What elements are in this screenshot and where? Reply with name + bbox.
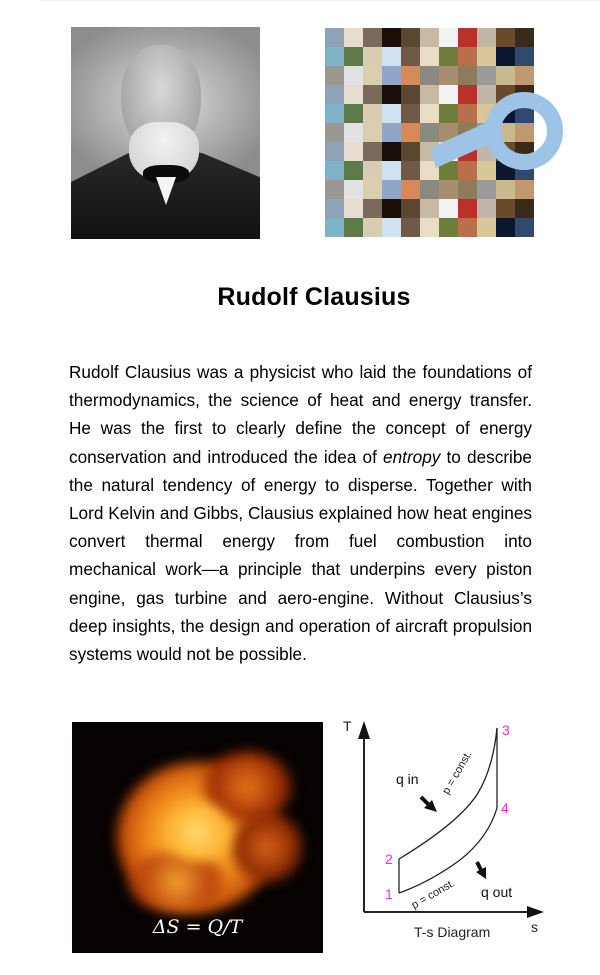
mosaic-tile [325, 199, 344, 218]
point-2-label: 2 [385, 851, 393, 867]
point-1-label: 1 [385, 886, 393, 902]
mosaic-tile [401, 218, 420, 237]
mosaic-tile [401, 47, 420, 66]
mosaic-tile [325, 180, 344, 199]
mosaic-tile [439, 47, 458, 66]
mosaic-tile [439, 161, 458, 180]
mosaic-tile [477, 218, 496, 237]
mosaic-tile [458, 47, 477, 66]
point-3-label: 3 [502, 722, 510, 738]
mosaic-tile [344, 123, 363, 142]
heat-in-label: q in [396, 771, 419, 787]
mosaic-tile [458, 161, 477, 180]
mosaic-tile [496, 123, 515, 142]
mosaic-tile [382, 104, 401, 123]
mosaic-tile [344, 28, 363, 47]
mosaic-tile [458, 104, 477, 123]
lower-isobar-label: p = const. [409, 877, 458, 912]
mosaic-tile [458, 199, 477, 218]
mosaic-tile [382, 28, 401, 47]
s-axis-label: s [531, 919, 538, 935]
mosaic-tile [420, 218, 439, 237]
heat-out-label: q out [481, 884, 513, 900]
mosaic-tile [515, 180, 534, 199]
image-mosaic [325, 28, 534, 237]
mosaic-tile [344, 66, 363, 85]
mosaic-tile [439, 104, 458, 123]
mosaic-tile [439, 123, 458, 142]
mosaic-tile [496, 180, 515, 199]
mosaic-tile [420, 161, 439, 180]
mosaic-tile [477, 161, 496, 180]
mosaic-tile [401, 123, 420, 142]
mosaic-tile [420, 123, 439, 142]
ts-diagram [335, 712, 565, 962]
mosaic-tile [325, 161, 344, 180]
mosaic-tile [363, 66, 382, 85]
mosaic-tile [515, 85, 534, 104]
mosaic-tile [344, 85, 363, 104]
mosaic-tile [344, 180, 363, 199]
fire-entropy-image [72, 722, 323, 953]
mosaic-tile [420, 85, 439, 104]
t-axis-label: T [343, 718, 352, 734]
mosaic-tile [325, 66, 344, 85]
mosaic-tile [477, 28, 496, 47]
mosaic-tile [439, 218, 458, 237]
mosaic-tile [363, 104, 382, 123]
mosaic-tile [363, 47, 382, 66]
mosaic-tile [420, 199, 439, 218]
mosaic-tile [477, 66, 496, 85]
heat-in-arrow-icon [421, 797, 437, 812]
flame-wisp-bottom [127, 852, 227, 912]
mosaic-tile [363, 218, 382, 237]
mosaic-tile [496, 47, 515, 66]
mosaic-tile [458, 180, 477, 199]
mosaic-tile [363, 85, 382, 104]
biography-paragraph [69, 358, 532, 668]
mosaic-tile [382, 47, 401, 66]
mosaic-tile [458, 142, 477, 161]
mosaic-tile [325, 142, 344, 161]
mosaic-tile [458, 218, 477, 237]
entropy-emphasis: entropy [383, 446, 441, 467]
mosaic-tile [515, 142, 534, 161]
mosaic-tile [325, 85, 344, 104]
mosaic-tile [344, 104, 363, 123]
mosaic-tile [382, 161, 401, 180]
flame-highlight [162, 802, 232, 862]
mosaic-tile [477, 123, 496, 142]
mosaic-tile [420, 66, 439, 85]
mosaic-tile [401, 66, 420, 85]
mosaic-tile [344, 142, 363, 161]
page-title: Rudolf Clausius [217, 283, 411, 311]
mosaic-tile [515, 123, 534, 142]
mosaic-tile [401, 180, 420, 199]
mosaic-tile [420, 28, 439, 47]
mosaic-tile [420, 142, 439, 161]
mosaic-tile [382, 199, 401, 218]
mosaic-tile [515, 218, 534, 237]
mosaic-tile [382, 218, 401, 237]
mosaic-tile [515, 104, 534, 123]
mosaic-tile [382, 85, 401, 104]
mosaic-tile [401, 161, 420, 180]
mosaic-tile [363, 161, 382, 180]
mosaic-tile [401, 142, 420, 161]
mosaic-tile [439, 199, 458, 218]
mosaic-tile [363, 123, 382, 142]
point-4-label: 4 [501, 800, 509, 816]
flame-wisp-right [232, 812, 302, 882]
mosaic-tile [382, 66, 401, 85]
mosaic-tile [515, 28, 534, 47]
mosaic-tile [439, 180, 458, 199]
mosaic-tile [325, 47, 344, 66]
mosaic-tile [477, 199, 496, 218]
mosaic-tile [515, 199, 534, 218]
mosaic-tile [420, 47, 439, 66]
mosaic-tile [439, 85, 458, 104]
mosaic-tile [401, 85, 420, 104]
mosaic-tile [515, 161, 534, 180]
mosaic-tile [325, 218, 344, 237]
mosaic-tile [515, 66, 534, 85]
mosaic-tile [325, 104, 344, 123]
mosaic-tile [496, 199, 515, 218]
mosaic-tile [496, 85, 515, 104]
paragraph-text-2: to describe the natural tendency of energy to disperse. Together with Lord Kelvin and Gibbs, Clausius explained how heat engines convert thermal energy from fuel combustion into mechanical work—a principle that underpins every piston engine, gas turbine and aero-engine. Without Clausius’s deep insights, the design and operation of aircraft propulsion systems would not be possible. [69, 446, 532, 665]
mosaic-tile [477, 142, 496, 161]
mosaic-tile [363, 28, 382, 47]
mosaic-tile [477, 104, 496, 123]
paragraph-text-1: Rudolf Clausius was a physicist who laid the foundations of thermodynamics, the science of heat and energy transfer. He was the first to clearly define the concept of energy conservation and introduced the idea of [69, 362, 532, 467]
t-axis-arrow-icon [358, 721, 370, 739]
mosaic-tile [382, 123, 401, 142]
mosaic-tile [496, 161, 515, 180]
mosaic-tile [477, 85, 496, 104]
mosaic-tile [401, 104, 420, 123]
mosaic-tile [458, 85, 477, 104]
mosaic-tile [382, 180, 401, 199]
mosaic-tile [496, 66, 515, 85]
mosaic-tile [458, 28, 477, 47]
mosaic-tile [401, 28, 420, 47]
mosaic-tile [420, 180, 439, 199]
mosaic-tile [496, 142, 515, 161]
diagram-caption: T-s Diagram [414, 924, 491, 940]
mosaic-tile [458, 66, 477, 85]
mosaic-tile [344, 161, 363, 180]
mosaic-tile [477, 180, 496, 199]
mosaic-tile [363, 142, 382, 161]
mosaic-tile [515, 47, 534, 66]
mosaic-tile [382, 142, 401, 161]
mosaic-tile [458, 123, 477, 142]
mosaic-tile [420, 104, 439, 123]
mosaic-tile [325, 123, 344, 142]
mosaic-tile [325, 28, 344, 47]
mosaic-tile [439, 142, 458, 161]
mosaic-tile [496, 104, 515, 123]
mosaic-tile [477, 47, 496, 66]
top-border [40, 0, 600, 1]
mosaic-tile [344, 218, 363, 237]
upper-isobar-label: p = const. [440, 748, 475, 797]
mosaic-tile [363, 199, 382, 218]
mosaic-tile [439, 28, 458, 47]
clausius-portrait-image [71, 27, 260, 239]
mosaic-tile [344, 47, 363, 66]
mosaic-tile [496, 218, 515, 237]
mosaic-tile [363, 180, 382, 199]
mosaic-tile [496, 28, 515, 47]
s-axis-arrow-icon [527, 906, 544, 918]
heat-out-arrow-icon [476, 862, 486, 879]
entropy-formula: ΔS = Q/T [152, 916, 243, 938]
mosaic-tile [401, 199, 420, 218]
mosaic-tile [344, 199, 363, 218]
mosaic-tile [439, 66, 458, 85]
